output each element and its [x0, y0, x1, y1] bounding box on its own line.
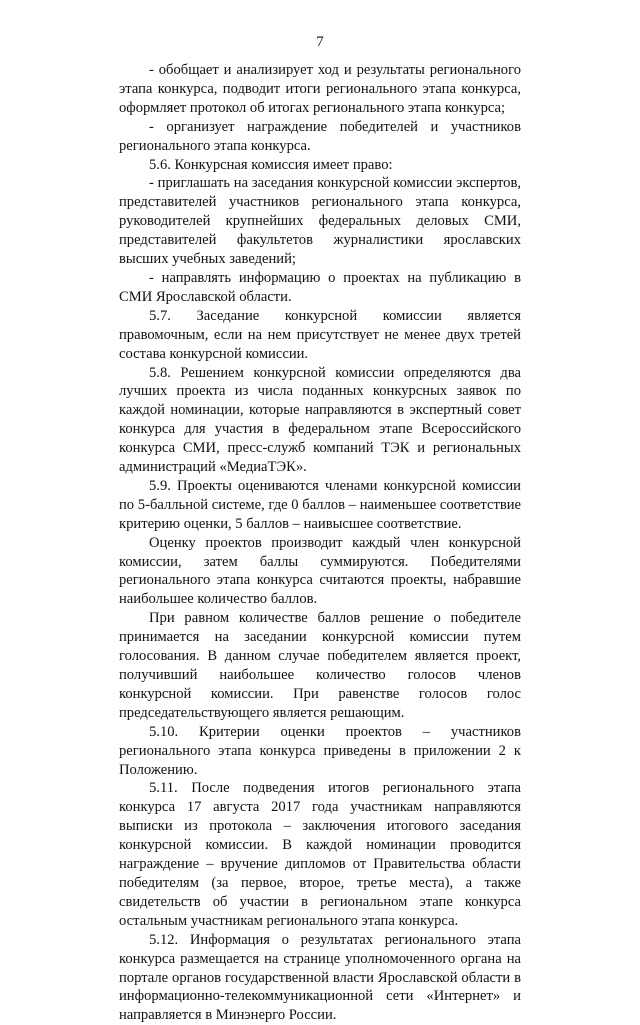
- paragraph-tie-vote: При равном количестве баллов решение о победителе принимается на заседании конкурсной комиссии путем голосования. В данном случае победителем является проект, получивший наибольшее количество голосов членов конкурсной комиссии. При равенстве голосов голос председательствующего является решающим.: [119, 610, 521, 721]
- page-number: 7: [316, 34, 324, 50]
- paragraph-5-8: 5.8. Решением конкурсной комиссии определяются два лучших проекта из числа поданных конкурсных заявок по каждой номинации, которые направляются в экспертный совет конкурса для участия в федеральном этапе Всероссийского конкурса СМИ, пресс-служб компаний ТЭК и региональных администраций «МедиаТЭК».: [119, 364, 521, 476]
- paragraph-invite-experts: - приглашать на заседания конкурсной комиссии экспертов, представителей участников регионального этапа конкурса, руководителей крупнейших федеральных деловых СМИ, представителей факультетов журналистики ярославских высших учебных заведений;: [119, 175, 521, 268]
- paragraph-5-7: 5.7. Заседание конкурсной комиссии является правомочным, если на нем присутствует не менее двух третей состава конкурсной комиссии.: [119, 307, 521, 362]
- paragraph-5-10: 5.10. Критерии оценки проектов – участников регионального этапа конкурса приведены в приложении 2 к Положению.: [119, 723, 521, 778]
- paragraph-5-9: 5.9. Проекты оцениваются членами конкурсной комиссии по 5-балльной системе, где 0 баллов – наименьшее соответствие критерию оценки, 5 баллов – наивысшее соответствие.: [119, 477, 521, 532]
- paragraph-5-11: 5.11. После подведения итогов регионального этапа конкурса 17 августа 2017 года участникам направляются выписки из протокола – заключения итогового заседания конкурсной комиссии. В каждой номинации проводится награждение – вручение дипломов от Правительства области победителям (за первое, второе, третье места), а также свидетельств об участии в региональном этапе конкурса остальным участникам регионального этапа конкурса.: [119, 780, 521, 929]
- paragraph-scoring: Оценку проектов производит каждый член конкурсной комиссии, затем баллы суммируются. Победителями регионального этапа конкурса считаются проекты, набравшие наибольшее количество баллов.: [119, 534, 521, 608]
- paragraph-5-6-heading: 5.6. Конкурсная комиссия имеет право:: [149, 156, 393, 173]
- paragraph-5-12: 5.12. Информация о результатах регионального этапа конкурса размещается на странице уполномоченного органа на портале органов государственной власти Ярославской области в информационно-телекоммуникационной сети «Интернет» и направляется в Минэнерго России.: [119, 931, 521, 1024]
- paragraph-summarize-results: - обобщает и анализирует ход и результаты регионального этапа конкурса, подводит итоги регионального этапа конкурса, оформляет протокол об итогах регионального этапа конкурса;: [119, 62, 521, 116]
- paragraph-organize-awards: - организует награждение победителей и участников регионального этапа конкурса.: [119, 118, 521, 154]
- paragraph-send-info: - направлять информацию о проектах на публикацию в СМИ Ярославской области.: [119, 269, 521, 305]
- document-body: [119, 61, 521, 1025]
